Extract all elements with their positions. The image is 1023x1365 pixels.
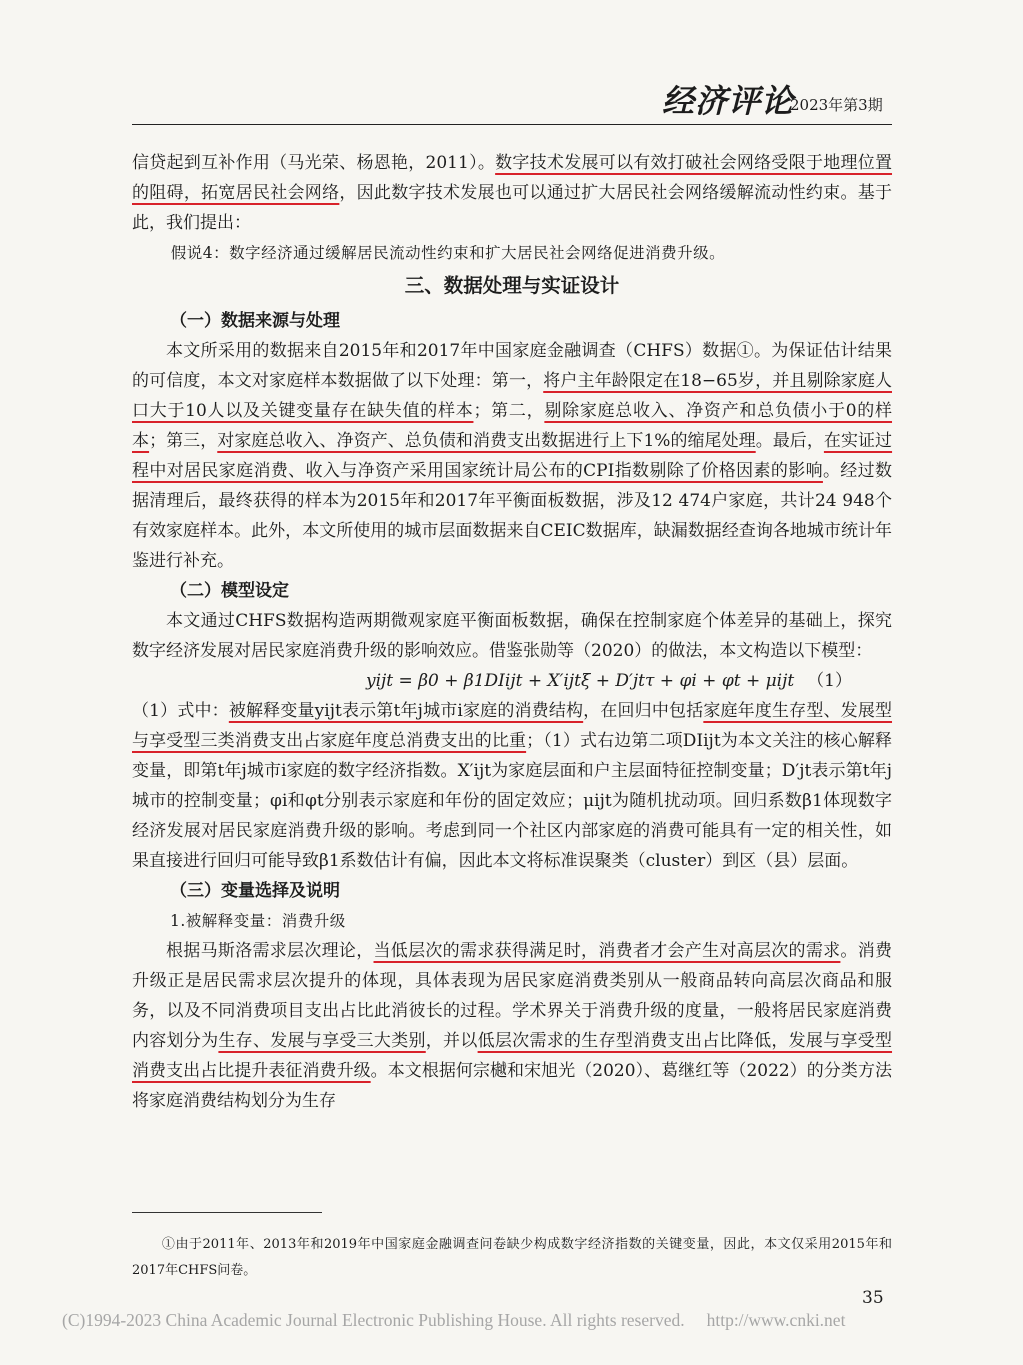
highlighted-text: 低层次需求的生存型消费支出占比降低，发展与享受型消费支出占比提升表征消费升级 — [132, 1031, 893, 1081]
page-number: 35 — [862, 1288, 884, 1308]
highlighted-text: 对家庭总收入、净资产、总负债和消费支出数据进行上下1%的缩尾处理 — [217, 431, 756, 451]
text-run: （1）式中： — [132, 701, 229, 721]
text-run: ；第二， — [473, 401, 545, 421]
copyright-line — [62, 1310, 845, 1331]
text-run: 本文所采用的数据来自2015年和2017年中国家庭金融调查（CHFS）数据①。为保证估计结果的可信度，本文对家庭样本数据做了以下处理：第一， — [132, 341, 892, 391]
issue-label: 2023年第3期 — [790, 96, 883, 114]
text-run: 。最后， — [755, 431, 824, 451]
hypothesis-4: 假说4：数字经济通过缓解居民流动性约束和扩大居民社会网络促进消费升级。 — [170, 244, 726, 262]
highlighted-text: 在实证过程中对居民家庭消费、收入与净资产采用国家统计局公布的CPI指数剔除了价格因素的影响 — [132, 431, 893, 481]
article-body — [132, 148, 892, 1116]
subsection-heading-data-source: （一）数据来源与处理 — [170, 311, 340, 331]
text-run: ，因此数字技术发展也可以通过扩大居民社会网络缓解流动性约束。基于此，我们提出： — [132, 183, 893, 233]
highlighted-text: 被解释变量yijt表示第t年j城市i家庭的消费结构 — [228, 701, 584, 721]
equation-number: （1） — [807, 671, 852, 691]
header-divider — [132, 124, 892, 125]
highlighted-text: 剔除家庭总收入、净资产和总负债小于0的样本 — [132, 401, 893, 451]
highlighted-text: 家庭年度生存型、发展型与享受型三类消费支出占家庭年度总消费支出的比重 — [132, 701, 893, 751]
subsubsection-heading: 1.被解释变量：消费升级 — [170, 912, 346, 930]
subsection-heading-variables: （三）变量选择及说明 — [170, 881, 340, 901]
text-run: 信贷起到互补作用（马光荣、杨恩艳，2011）。 — [132, 153, 496, 173]
journal-logo: 经济评论 — [662, 82, 795, 120]
text-run: 。消费升级正是居民需求层次提升的体现，具体表现为居民家庭消费类别从一般商品转向高层次商品和服务，以及不同消费项目支出占比此消彼长的过程。学术界关于消费升级的度量，一般将居民家庭消费内容划分为 — [132, 941, 893, 1051]
equation-1 — [132, 666, 892, 696]
text-run: 。经过数据清理后，最终获得的样本为2015年和2017年平衡面板数据，涉及12 474户家庭，共计24 948个有效家庭样本。此外，本文所使用的城市层面数据来自CEIC数据库，缺漏数据经查询各地城市统计年鉴进行补充。 — [132, 461, 892, 571]
footnote: ①由于2011年、2013年和2019年中国家庭金融调查问卷缺少构成数字经济指数的关键变量，因此，本文仅采用2015年和2017年CHFS问卷。 — [132, 1237, 892, 1278]
text-run: ；第三， — [149, 431, 218, 451]
highlighted-text: 将户主年龄限定在18−65岁，并且剔除家庭人口大于10人以及关键变量存在缺失值的样本 — [132, 371, 892, 421]
paragraph-credit — [132, 148, 892, 238]
paragraph-model: 本文通过CHFS数据构造两期微观家庭平衡面板数据，确保在控制家庭个体差异的基础上，探究数字经济发展对居民家庭消费升级的影响效应。借鉴张勋等（2020）的做法，本文构造以下模型： — [132, 611, 892, 661]
copyright-text: (C)1994-2023 China Academic Journal Electronic Publishing House. All rights reserved. — [62, 1310, 685, 1330]
text-run: 。本文根据何宗樾和宋旭光（2020）、葛继红等（2022）的分类方法将家庭消费结构划分为生存 — [132, 1061, 892, 1111]
footnote-divider — [132, 1212, 322, 1213]
text-run: ；（1）式右边第二项DIijt为本文关注的核心解释变量，即第t年j城市i家庭的数字经济指数。X′ijt为家庭层面和户主层面特征控制变量；D′jt表示第t年j城市的控制变量；φi和φt分别表示家庭和年份的固定效应；μijt为随机扰动项。回归系数β1体现数字经济发展对居民家庭消费升级的影响。考虑到同一个社区内部家庭的消费可能具有一定的相关性，如果直接进行回归可能导致β1系数估计有偏，因此本文将标准误聚类（cluster）到区（县）层面。 — [132, 731, 893, 871]
subsection-heading-model: （二）模型设定 — [170, 581, 289, 601]
text-run: ，并以 — [425, 1031, 478, 1051]
paragraph-data-processing — [132, 336, 892, 576]
paragraph-consumption-upgrade — [132, 936, 892, 1116]
highlighted-text: 数字技术发展可以有效打破社会网络受限于地理位置的阻碍，拓宽居民社会网络 — [132, 153, 893, 203]
section-heading: 三、数据处理与实证设计 — [404, 274, 620, 297]
highlighted-text: 当低层次的需求获得满足时，消费者才会产生对高层次的需求 — [373, 941, 841, 961]
text-run: ，在回归中包括 — [583, 701, 704, 721]
highlighted-text: 生存、发展与享受三大类别 — [218, 1031, 426, 1051]
text-run: 根据马斯洛需求层次理论， — [166, 941, 374, 961]
paragraph-variables — [132, 696, 892, 876]
cnki-link[interactable]: http://www.cnki.net — [706, 1310, 846, 1330]
equation-formula: yijt = β0 + β1DIijt + X′ijtξ + D′jtτ + φi + φt + μijt — [366, 671, 795, 691]
